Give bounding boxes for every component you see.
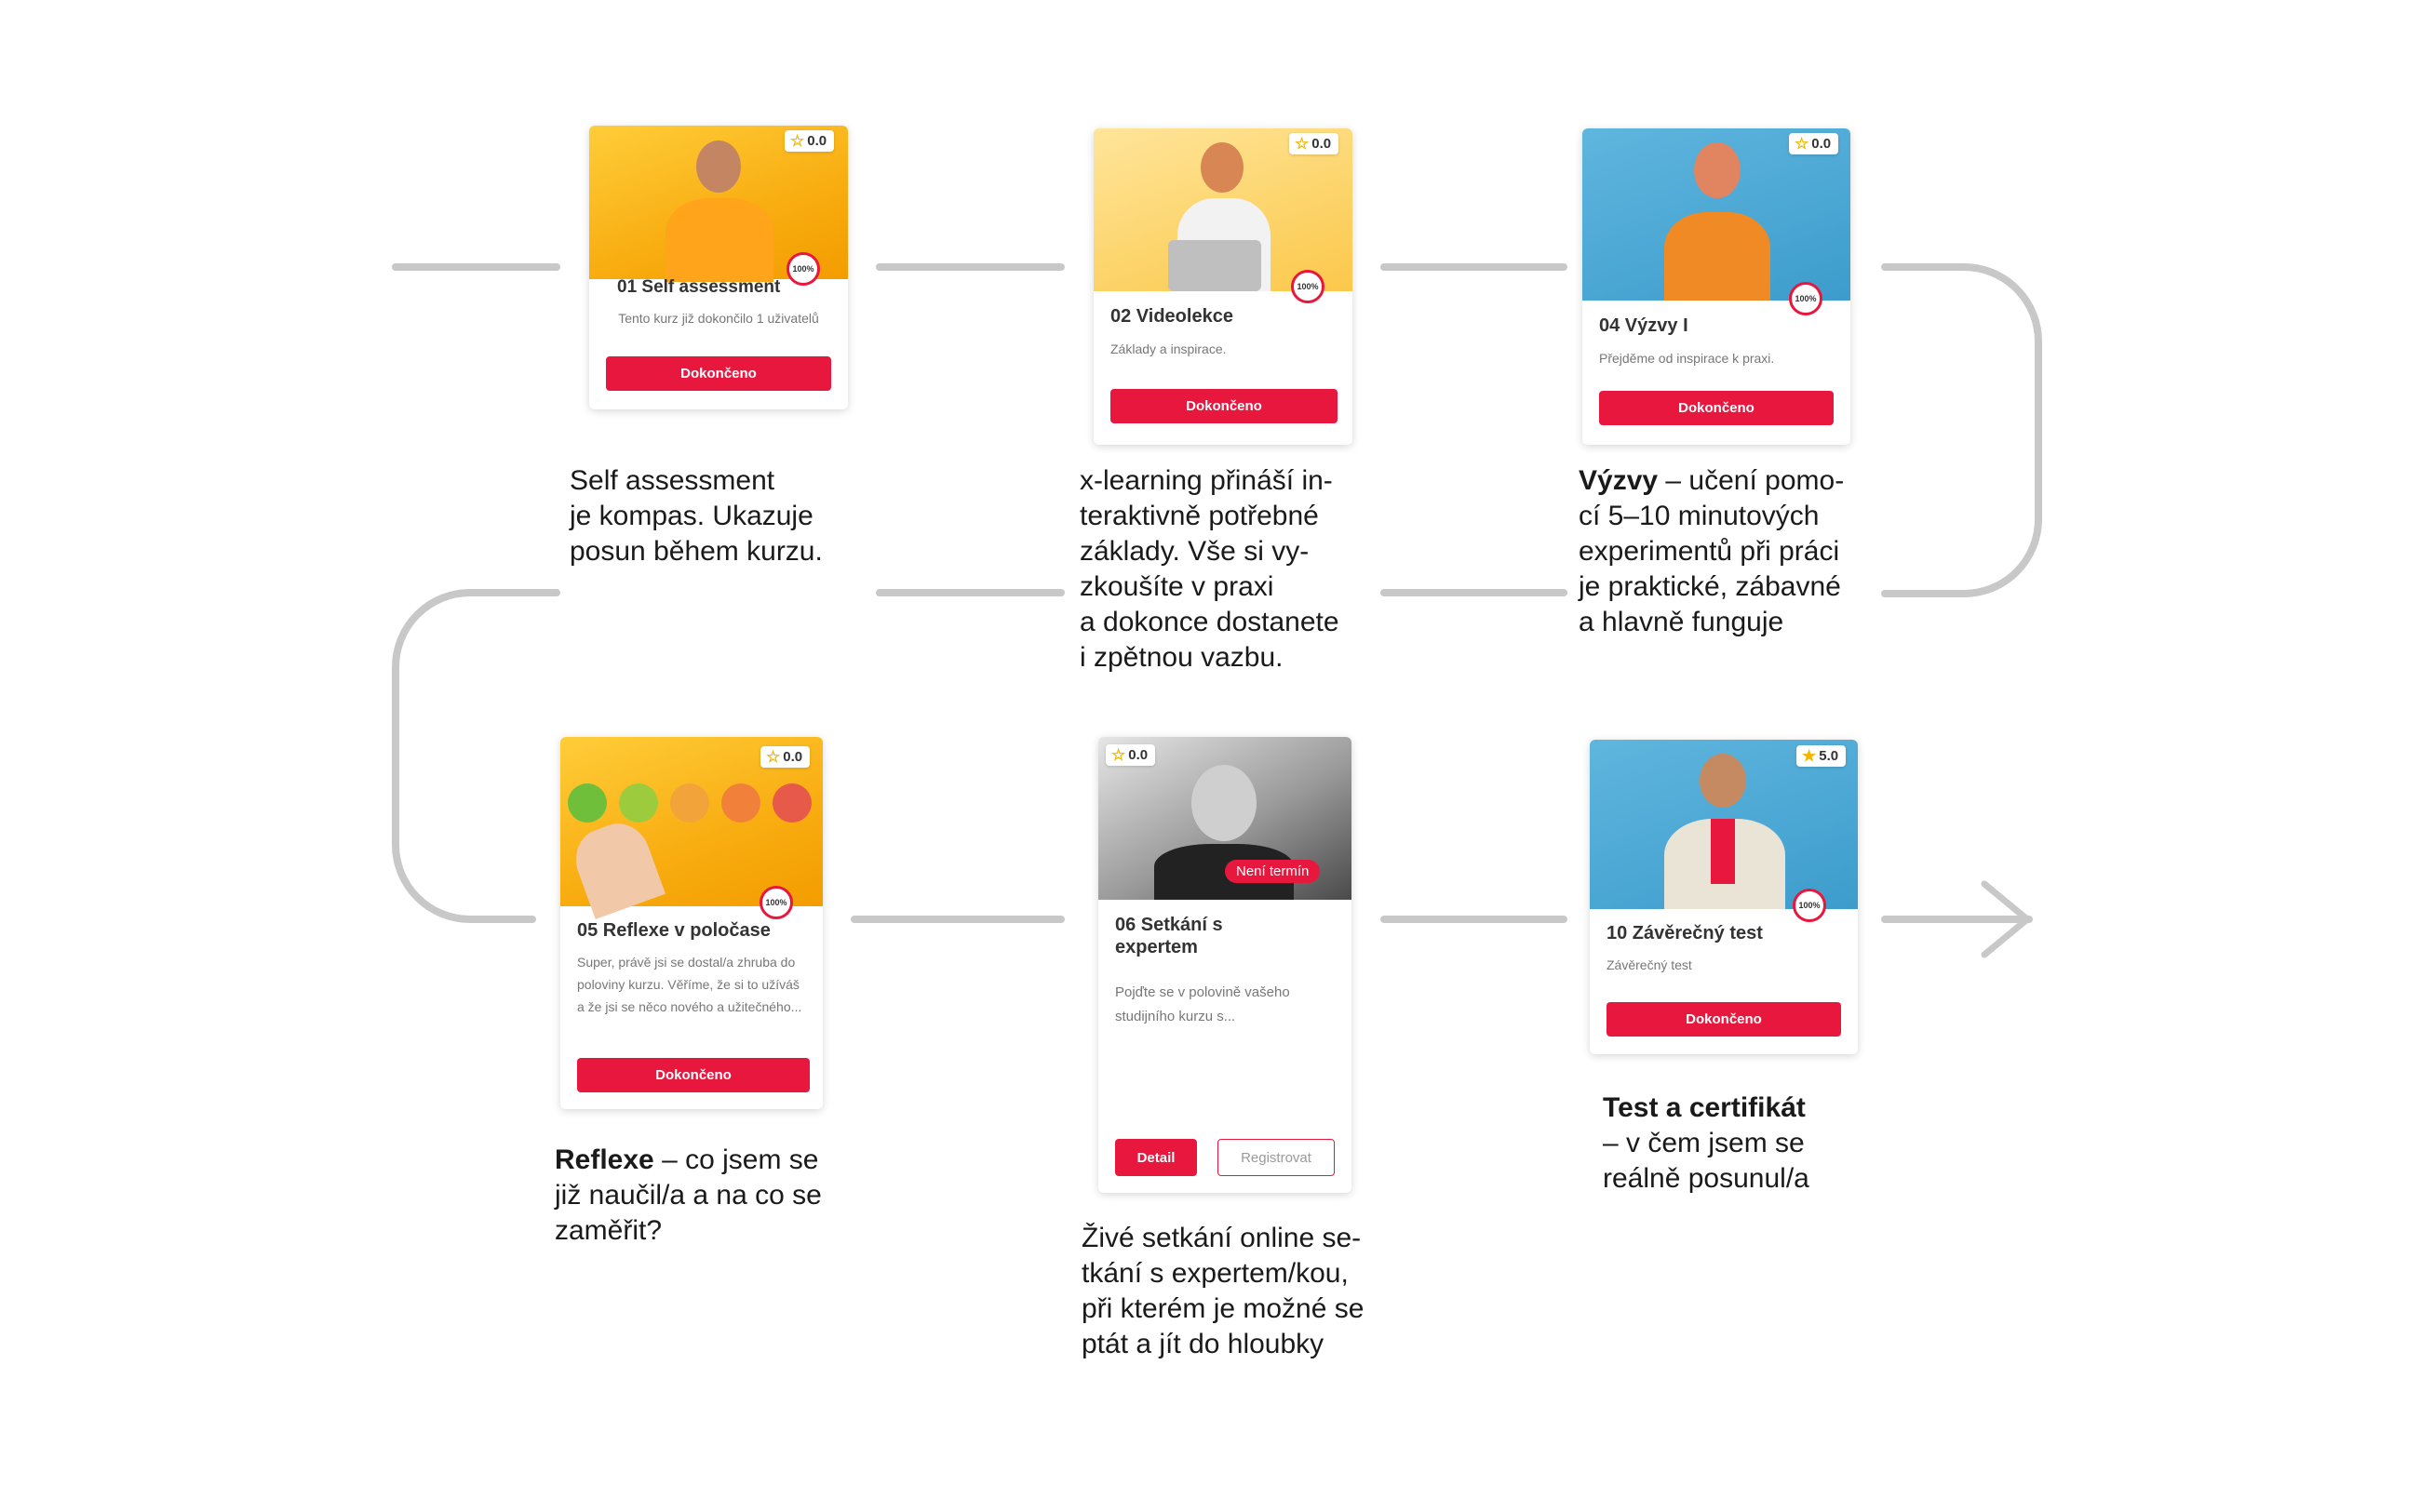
card-title: 04 Výzvy I — [1599, 315, 1688, 336]
connector-curve-right — [1885, 267, 2038, 594]
completion-badge: 100% — [786, 252, 820, 286]
course-card-05[interactable] — [560, 737, 823, 1109]
completion-badge: 100% — [1793, 889, 1826, 922]
star-icon: ☆ — [790, 132, 805, 150]
caption-setkani: Živé setkání online se- tkání s expertem/kou, při kterém je možné se ptát a jít do hloubky — [1082, 1223, 1365, 1359]
rating-badge: ☆ 0.0 — [785, 130, 834, 152]
smile-green-icon — [568, 783, 607, 823]
rating-badge: ☆ 0.0 — [1106, 744, 1155, 766]
completed-button[interactable]: Dokončeno — [577, 1058, 810, 1092]
completed-button[interactable]: Dokončeno — [1599, 391, 1834, 425]
card-description: Závěrečný test — [1607, 957, 1692, 972]
completion-badge: 100% — [1291, 270, 1324, 303]
course-card-01[interactable] — [589, 126, 848, 409]
course-card-06[interactable] — [1098, 737, 1351, 1193]
hand-illustration — [567, 815, 666, 919]
smile-lightgreen-icon — [619, 783, 658, 823]
card-description: Přejděme od inspirace k praxi. — [1599, 351, 1775, 366]
caption-videolekce: x-learning přináší in- teraktivně potřebné základy. Vše si vy- zkoušíte v praxi a dokonce dostanete i zpětnou vazbu. — [1080, 465, 1339, 673]
star-icon: ☆ — [1295, 135, 1310, 153]
sad-red-icon — [773, 783, 812, 823]
caption-self-assessment: Self assessment je kompas. Ukazuje posun během kurzu. — [570, 465, 823, 567]
course-card-10[interactable] — [1590, 740, 1858, 1054]
connector-curve-left — [396, 593, 557, 919]
completion-badge: 100% — [1789, 282, 1822, 315]
completed-button[interactable]: Dokončeno — [1607, 1002, 1841, 1037]
detail-button[interactable]: Detail — [1115, 1139, 1197, 1176]
status-pill: Není termín — [1225, 860, 1320, 883]
course-card-04[interactable] — [1582, 128, 1850, 445]
register-button[interactable]: Registrovat — [1217, 1139, 1335, 1176]
rating-badge: ★ 5.0 — [1796, 745, 1846, 767]
person-illustration — [1647, 138, 1787, 301]
card-title: 05 Reflexe v poločase — [577, 920, 771, 941]
sad-orange-icon — [721, 783, 760, 823]
rating-badge: ☆ 0.0 — [760, 746, 810, 768]
person-illustration — [1655, 749, 1795, 909]
caption-test: Test a certifikát – v čem jsem se reálně posunul/a — [1603, 1092, 1809, 1194]
completion-badge: 100% — [760, 886, 793, 919]
card-description: Pojďte se v polovině vašeho studijního kurzu s... — [1115, 984, 1290, 1024]
card-title: 10 Závěrečný test — [1607, 923, 1763, 943]
rating-badge: ☆ 0.0 — [1289, 133, 1338, 154]
card-title: 02 Videolekce — [1110, 306, 1233, 327]
completed-button[interactable]: Dokončeno — [1110, 389, 1338, 423]
star-icon: ☆ — [1111, 746, 1126, 764]
star-icon: ★ — [1802, 747, 1817, 765]
completed-button[interactable]: Dokončeno — [606, 356, 831, 391]
person-illustration — [1159, 138, 1289, 291]
star-icon: ☆ — [1795, 135, 1809, 153]
card-description: Tento kurz již dokončilo 1 uživatelů — [618, 311, 819, 326]
caption-vyzvy: Výzvy – učení pomo- cí 5–10 minutových experimentů při práci je praktické, zábavné a hlavně funguje — [1579, 465, 1845, 637]
card-title: 01 Self assessment — [617, 277, 781, 297]
card-description: Super, právě jsi se dostal/a zhruba do poloviny kurzu. Věříme, že si to užíváš a že jsi se něco nového a užitečného... — [577, 955, 802, 1014]
card-description: Základy a inspirace. — [1110, 341, 1227, 356]
caption-reflexe: Reflexe – co jsem se již naučil/a a na co se zaměřit? — [555, 1144, 822, 1246]
star-icon: ☆ — [766, 748, 781, 766]
neutral-orange-icon — [670, 783, 709, 823]
course-card-02[interactable] — [1094, 128, 1352, 445]
rating-badge: ☆ 0.0 — [1789, 133, 1838, 154]
card-title: 06 Setkání s expertem — [1115, 915, 1223, 957]
person-illustration — [645, 133, 794, 279]
